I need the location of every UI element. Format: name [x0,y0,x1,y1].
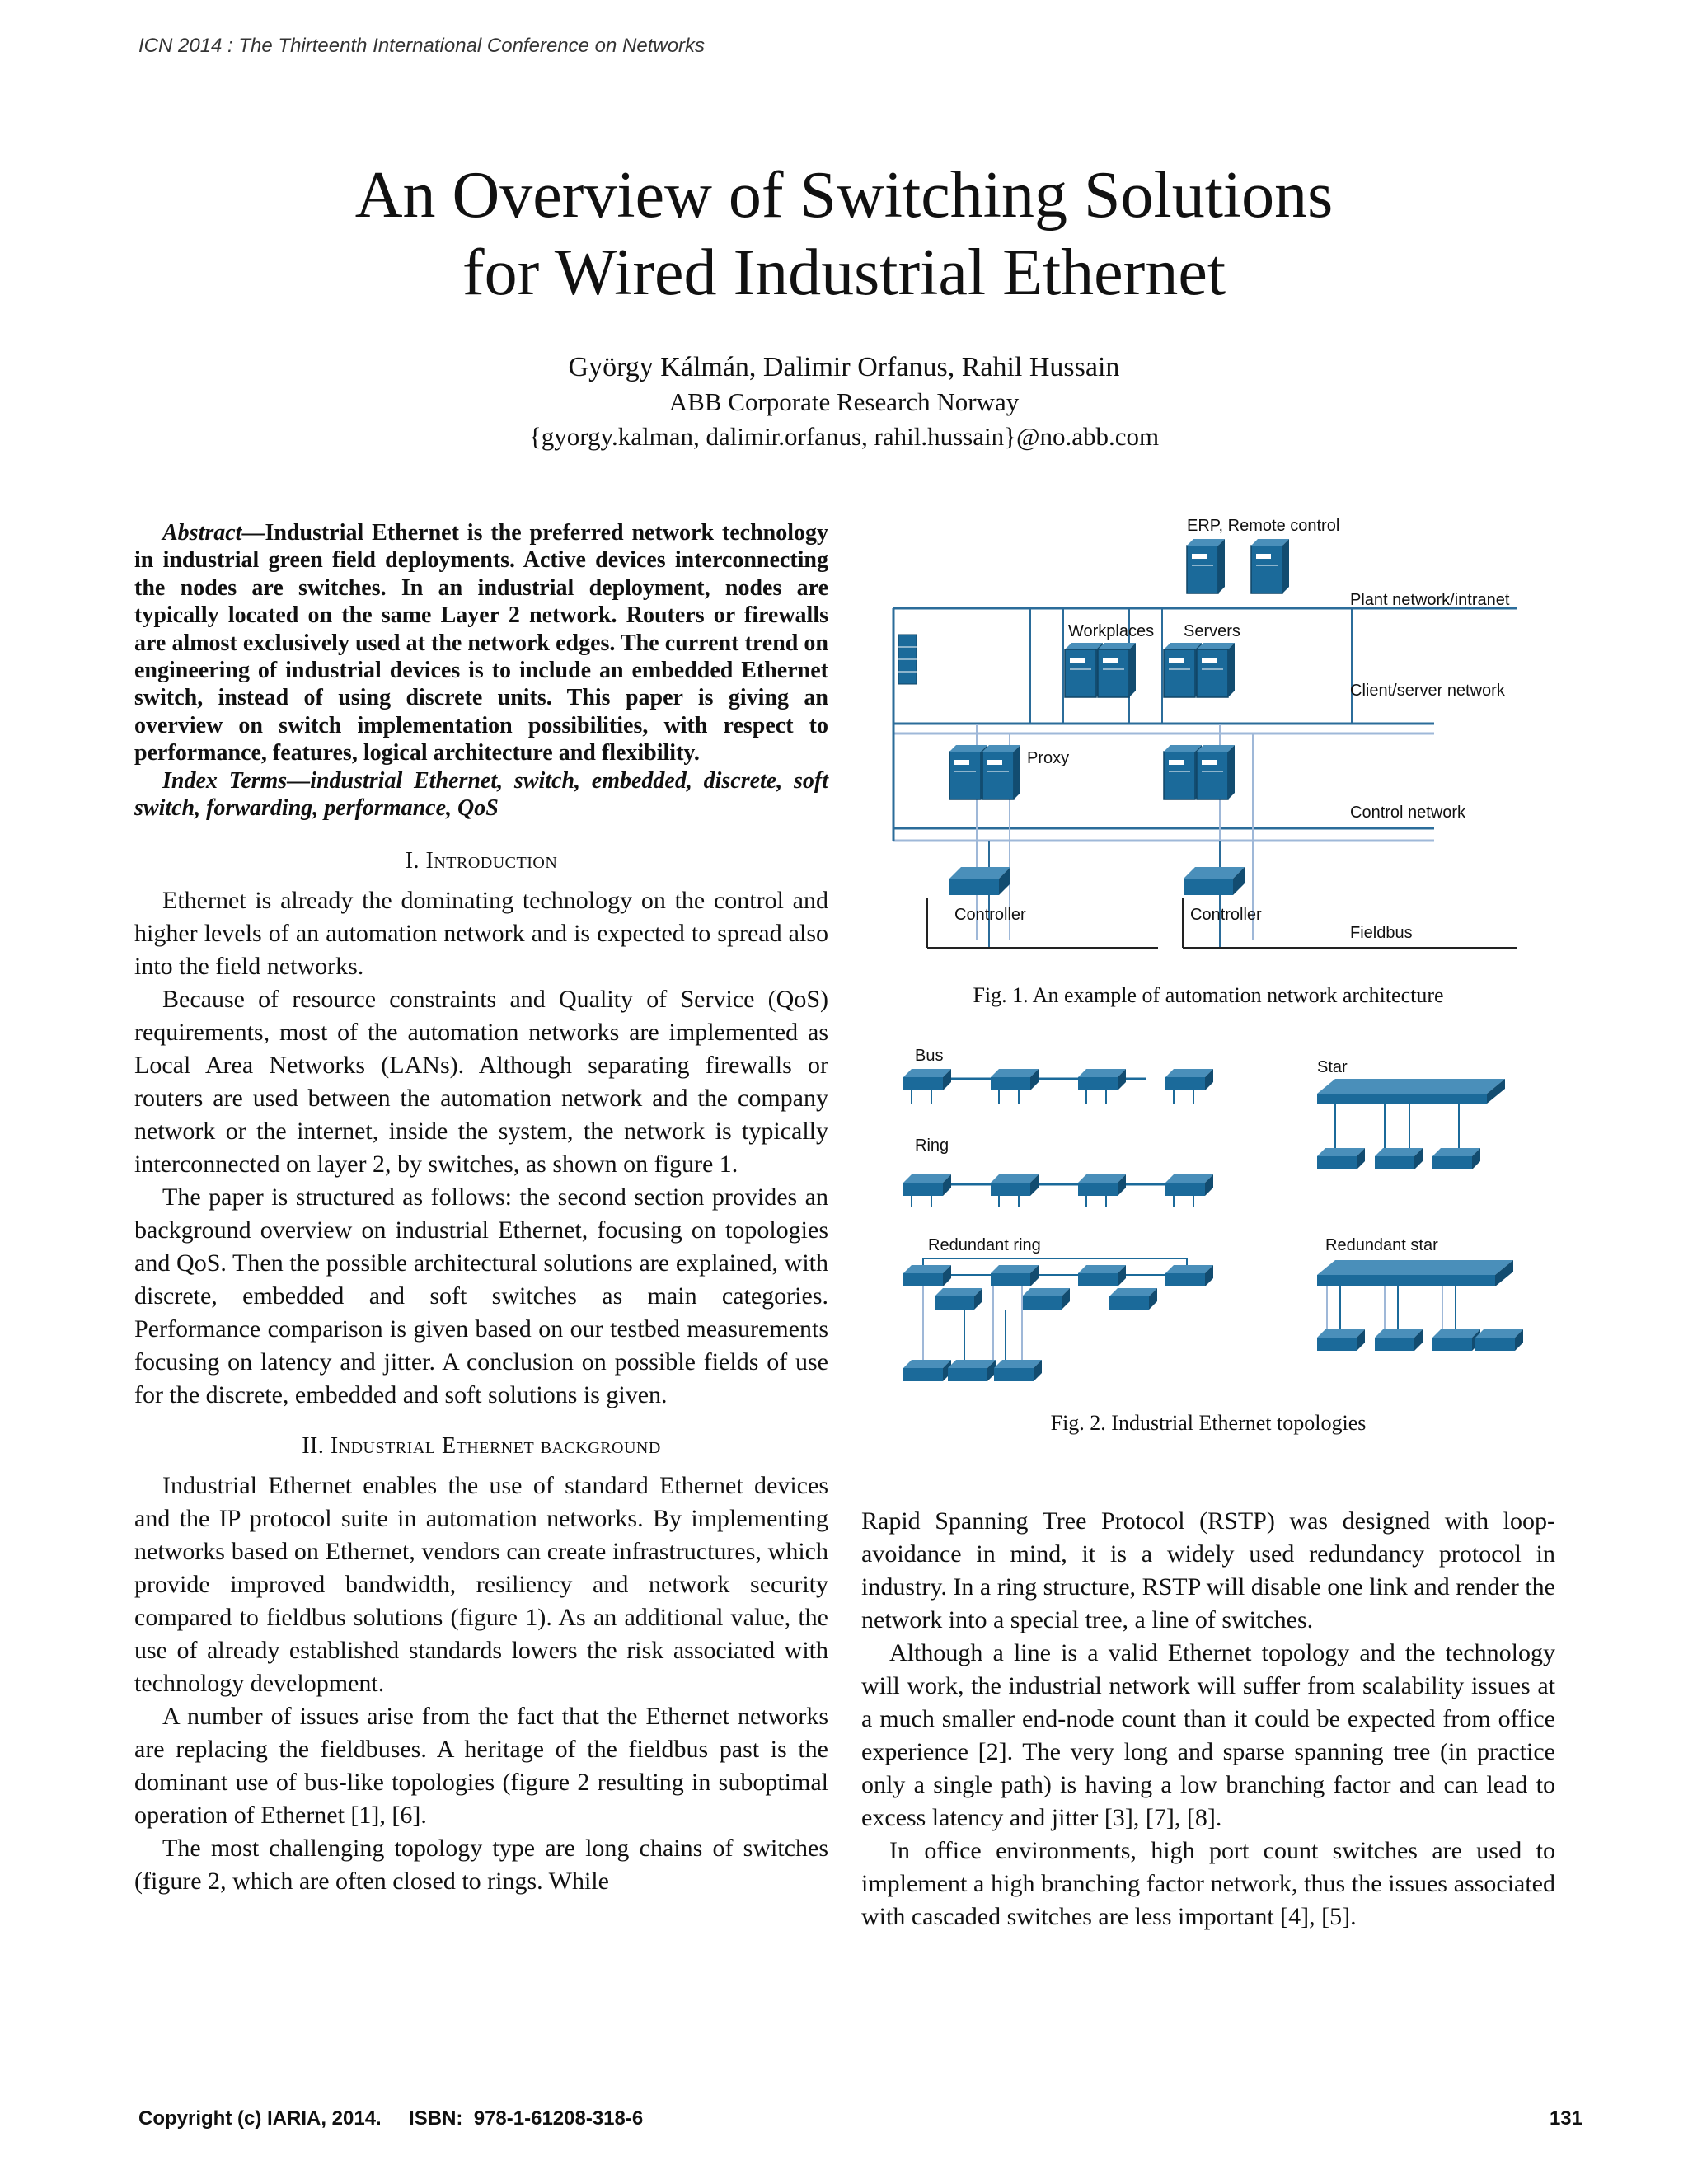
label-workplaces: Workplaces [1068,622,1155,640]
label-ring: Ring [915,1137,950,1155]
server-2 [1197,643,1235,697]
right-paragraph-1: Rapid Spanning Tree Protocol (RSTP) was designed with loop-avoidance in mind, it is a widely used redundancy protocol in industry. In a ring structure, RSTP will disable one link and render the network into a special tree, a line of switches. [861,1507,1555,1633]
label-controller-b: Controller [1190,906,1262,924]
label-star: Star [1317,1058,1348,1076]
label-erp: ERP, Remote control [1187,517,1340,535]
label-fieldbus: Fieldbus [1350,924,1413,942]
index-terms [134,767,828,823]
author-block [0,350,1688,454]
control-server-1 [1164,745,1202,799]
abstract-text: —Industrial Ethernet is the preferred network technology in industrial green field deployments. Active devices interconnecting the nodes are switches. In an industrial deployment, nodes are typically located on the same Layer 2 network. Routers or firewalls are almost exclusively used at the network edges. The current trend on engineering of industrial devices is to include an embedded Ethernet switch, instead of using discrete units. This paper is giving an overview on switch implementation possibilities, with respect to performance, features, logical architecture and flexibility. [134,520,828,766]
conference-header: ICN 2014 : The Thirteenth International Conference on Networks [138,35,706,57]
page-footer [138,2107,1582,2130]
sec1-paragraph-2: Because of resource constraints and Quality of Service (QoS) requirements, most of the automation networks are implemented as Local Area Networks (LANs). Although separating firewalls or routers are used between the automation network and the company network or the internet, inside the system, the network is typically interconnected on layer 2, by switches, as shown on figure 1. [134,986,828,1179]
label-redundant-ring: Redundant ring [928,1236,1041,1254]
label-plant: Plant network/intranet [1350,591,1510,609]
index-terms-label: Index Terms [162,767,288,794]
right-paragraph-3: In office environments, high port count switches are used to implement a high branching factor network, thus the issues associated with cascaded switches are less important [4], [5]. [861,1837,1555,1930]
author-emails: {gyorgy.kalman, dalimir.orfanus, rahil.hussain}@no.abb.com [528,422,1160,451]
figure-1-diagram [874,511,1533,972]
label-client-server: Client/server network [1350,682,1505,700]
label-bus: Bus [915,1047,944,1065]
section-1-title: I. Introduction [405,848,558,874]
label-servers: Servers [1184,622,1240,640]
title-line-1: An Overview of Switching Solutions [354,159,1334,232]
erp-server-2 [1251,539,1289,593]
abstract [134,519,828,767]
sec1-paragraph-3: The paper is structured as follows: the second section provides an background overview on industrial Ethernet, focusing on topologies and QoS. Then the possible architectural solutions are explained, with discrete, embedded and soft switches as main categories. Performance comparison is given based on our testbed measurements focusing on latency and jitter. A conclusion on possible fields of use for the discrete, embedded and soft solutions is given. [134,1183,828,1409]
right-paragraph-2: Although a line is a valid Ethernet topology and the technology will work, the industrial network will suffer from scalability issues at a much smaller end-node count than it could be expected from office experience [2]. The very long and sparse spanning tree (in practice only a single path) is having a low branching factor and can lead to excess latency and jitter [3], [7], [8]. [861,1639,1555,1831]
abstract-label: Abstract [162,520,242,546]
title-line-2: for Wired Industrial Ethernet [462,237,1226,309]
sec2-paragraph-2: A number of issues arise from the fact that the Ethernet networks are replacing the fieldbuses. A heritage of the fieldbus past is the dominant use of bus-like topologies (figure 2 resulting in suboptimal operation of Ethernet [1], [6]. [134,1703,828,1830]
controller-switch-a [950,867,1010,895]
section-2-heading [134,1430,828,1463]
section-1-heading [134,845,828,878]
author-names: György Kálmán, Dalimir Orfanus, Rahil Hussain [568,352,1120,382]
label-proxy: Proxy [1027,749,1070,767]
label-controller-a: Controller [954,906,1026,924]
proxy-1 [950,745,987,799]
workplace-2 [1098,643,1136,697]
figure-2-caption: Fig. 2. Industrial Ethernet topologies [1050,1411,1367,1435]
paper-title [0,157,1688,312]
workplace-1 [1065,643,1103,697]
server-1 [1164,643,1202,697]
right-column [861,1505,1555,1933]
controller-switch-b [1184,867,1245,895]
erp-server-1 [1187,539,1225,593]
figure-2-diagram [898,1043,1533,1397]
sec1-paragraph-1: Ethernet is already the dominating technology on the control and higher levels of an automation network and is expected to spread also into the field networks. [134,887,828,981]
proxy-2 [982,745,1020,799]
footer-copyright: Copyright (c) IARIA, 2014. ISBN: 978-1-61208-318-6 [138,2107,644,2130]
left-column [134,519,828,1898]
section-2-title: II. Industrial Ethernet background [302,1433,661,1460]
label-redundant-star: Redundant star [1325,1236,1438,1254]
sec2-paragraph-1: Industrial Ethernet enables the use of standard Ethernet devices and the IP protocol suite in automation networks. By implementing networks based on Ethernet, vendors can create infrastructures, which provide improved bandwidth, resiliency and network security compared to fieldbus solutions (figure 1). As an additional value, the use of already established standards lowers the risk associated with technology development. [134,1472,828,1698]
affiliation: ABB Corporate Research Norway [668,387,1020,416]
page-number: 131 [1549,2107,1582,2130]
sec2-paragraph-3: The most challenging topology type are long chains of switches (figure 2, which are often closed to rings. While [134,1835,828,1896]
index-terms-text: —industrial Ethernet, switch, embedded, discrete, soft switch, forwarding, performance, QoS [134,767,828,822]
figure-1-caption: Fig. 1. An example of automation network architecture [973,983,1444,1007]
firewall-icon [898,635,917,684]
label-control: Control network [1350,804,1466,822]
control-server-2 [1197,745,1235,799]
